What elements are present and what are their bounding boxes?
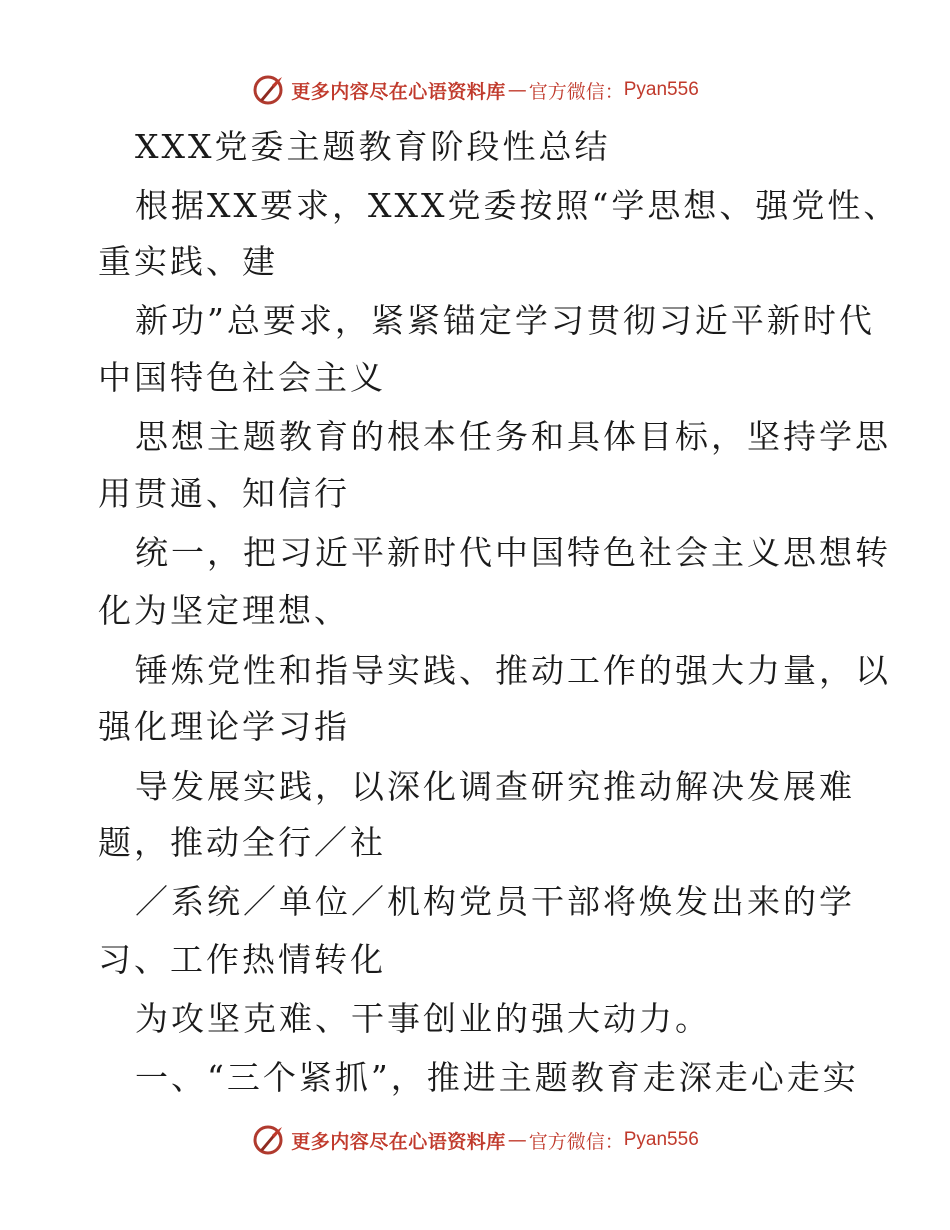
banner-separator: —: [507, 79, 527, 101]
body-line: 为攻坚克难、干事创业的强大动力。: [135, 999, 711, 1038]
body-line: 新功”总要求，紧紧锚定学习贯彻习近平新时代: [135, 301, 875, 340]
banner-site-text: 更多内容尽在心语资料库: [291, 1130, 506, 1153]
body-line: 根据XX要求，XXX党委按照“学思想、强党性、: [135, 186, 900, 225]
body-line: 统一，把习近平新时代中国特色社会主义思想转: [135, 533, 891, 572]
header-watermark-banner: [0, 70, 950, 110]
section-heading: 一、“三个紧抓”，推进主题教育走深走心走实: [135, 1058, 859, 1097]
body-line: 题，推动全行／社: [98, 823, 386, 862]
quill-logo-icon: [251, 1123, 285, 1157]
document-title: XXX党委主题教育阶段性总结: [135, 127, 611, 166]
body-line: 锤炼党性和指导实践、推动工作的强大力量，以: [135, 651, 891, 690]
body-line: 化为坚定理想、: [98, 591, 350, 630]
footer-watermark-banner: [0, 1120, 950, 1160]
body-line: 强化理论学习指: [98, 707, 350, 746]
body-line: 习、工作热情转化: [98, 940, 386, 979]
banner-wechat-label: 官方微信：: [528, 1130, 624, 1153]
banner-wechat-id: Pyan556: [623, 1129, 699, 1150]
banner-wechat-id: Pyan556: [623, 79, 699, 100]
banner-site-text: 更多内容尽在心语资料库: [291, 80, 506, 103]
body-line: 用贯通、知信行: [98, 474, 350, 513]
body-line: ／系统／单位／机构党员干部将焕发出来的学: [135, 882, 855, 921]
body-line: 中国特色社会主义: [98, 358, 386, 397]
quill-logo-icon: [251, 73, 285, 107]
banner-wechat-label: 官方微信：: [528, 80, 624, 103]
body-line: 重实践、建: [98, 242, 278, 281]
banner-separator: —: [507, 1129, 527, 1151]
body-line: 导发展实践，以深化调查研究推动解决发展难: [135, 767, 855, 806]
body-line: 思想主题教育的根本任务和具体目标，坚持学思: [135, 417, 891, 456]
